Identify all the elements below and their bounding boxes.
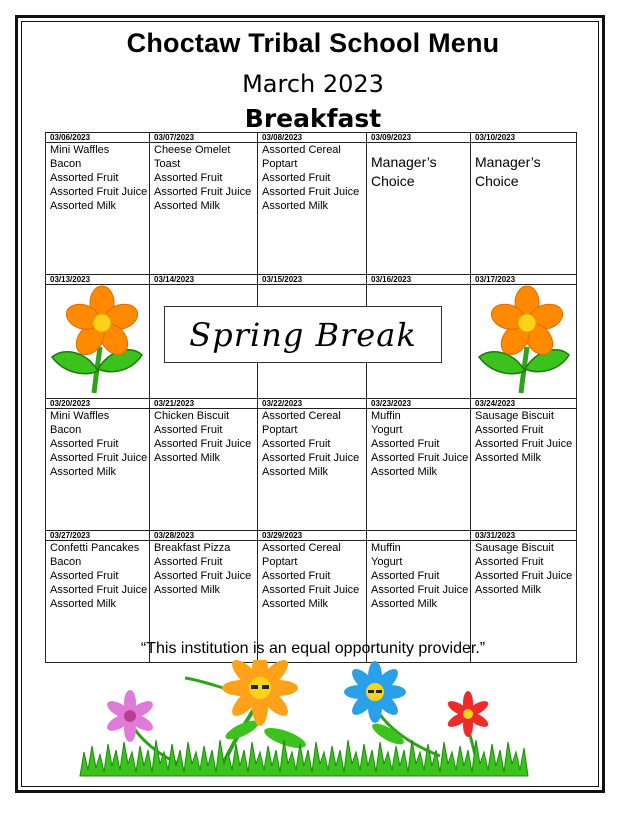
menu-item: Sausage Biscuit	[475, 410, 554, 422]
menu-item: Bacon	[50, 158, 82, 170]
day-menu	[46, 143, 150, 275]
day-menu	[150, 143, 258, 275]
date-cell: 03/20/2023	[46, 399, 150, 409]
menu-item: Assorted Fruit Juice	[371, 452, 469, 464]
date-cell: 03/16/2023	[367, 275, 471, 285]
menu-item: Assorted Fruit Juice	[50, 452, 148, 464]
menu-item: Toast	[154, 158, 181, 170]
day-menu	[150, 409, 258, 531]
date-cell: 03/22/2023	[258, 399, 367, 409]
menu-item: Assorted Cereal	[262, 410, 341, 422]
menu-item: Assorted Milk	[262, 200, 329, 212]
menu-item: Assorted Milk	[154, 584, 221, 596]
menu-item: Assorted Fruit	[371, 438, 440, 450]
flower-cell	[471, 285, 577, 399]
page-title: Choctaw Tribal School Menu	[126, 28, 500, 58]
flower-garden-illustration	[70, 660, 540, 778]
menu-item: Mini Waffles	[50, 144, 110, 156]
menu-item: Yogurt	[371, 556, 403, 568]
menu-item: Assorted Fruit	[50, 172, 119, 184]
date-cell: 03/23/2023	[367, 399, 471, 409]
day-menu	[471, 143, 577, 275]
date-cell: 03/07/2023	[150, 133, 258, 143]
menu-item: Assorted Fruit Juice	[50, 186, 148, 198]
menu-item: Assorted Milk	[262, 466, 329, 478]
spring-break-banner: Spring Break	[164, 306, 442, 363]
menu-item: Mini Waffles	[50, 410, 110, 422]
date-cell: 03/14/2023	[150, 275, 258, 285]
week-1-menu	[46, 143, 577, 275]
menu-item: Assorted Milk	[154, 200, 221, 212]
menu-item: Choice	[475, 173, 519, 189]
flower-icon	[46, 285, 150, 398]
menu-item: Bacon	[50, 556, 82, 568]
menu-item: Assorted Fruit Juice	[262, 584, 360, 596]
date-cell: 03/17/2023	[471, 275, 577, 285]
menu-item: Assorted Fruit Juice	[154, 186, 252, 198]
menu-item: Assorted Milk	[50, 200, 117, 212]
menu-item: Assorted Fruit	[475, 556, 544, 568]
menu-item: Assorted Fruit	[475, 424, 544, 436]
menu-item: Assorted Milk	[475, 452, 542, 464]
flower-icon	[471, 285, 577, 398]
menu-item: Assorted Cereal	[262, 144, 341, 156]
menu-item: Assorted Milk	[154, 452, 221, 464]
day-menu	[258, 143, 367, 275]
day-menu	[471, 409, 577, 531]
week-2-dates	[46, 275, 577, 285]
menu-item: Assorted Fruit Juice	[475, 570, 573, 582]
menu-item: Muffin	[371, 542, 401, 554]
menu-item: Yogurt	[371, 424, 403, 436]
date-cell: 03/08/2023	[258, 133, 367, 143]
menu-item: Assorted Fruit Juice	[262, 186, 360, 198]
week-4-dates	[46, 531, 577, 541]
flower-cell	[46, 285, 150, 399]
date-cell: 03/29/2023	[258, 531, 367, 541]
day-menu	[367, 143, 471, 275]
date-cell: 03/31/2023	[471, 531, 577, 541]
day-menu	[367, 409, 471, 531]
menu-item: Assorted Fruit Juice	[154, 438, 252, 450]
menu-item: Manager’s	[475, 154, 541, 170]
menu-item: Assorted Milk	[50, 466, 117, 478]
menu-item: Assorted Fruit	[154, 172, 223, 184]
menu-item: Sausage Biscuit	[475, 542, 554, 554]
menu-item: Muffin	[371, 410, 401, 422]
menu-item: Assorted Fruit	[262, 570, 331, 582]
day-menu	[258, 409, 367, 531]
menu-item: Assorted Milk	[475, 584, 542, 596]
menu-item: Assorted Fruit	[50, 438, 119, 450]
date-cell: 03/13/2023	[46, 275, 150, 285]
menu-item: Assorted Milk	[262, 598, 329, 610]
date-cell: 03/06/2023	[46, 133, 150, 143]
date-cell: 03/21/2023	[150, 399, 258, 409]
meal-heading: Breakfast	[244, 104, 382, 133]
menu-item: Assorted Fruit Juice	[50, 584, 148, 596]
date-cell: 03/28/2023	[150, 531, 258, 541]
menu-item: Assorted Fruit Juice	[154, 570, 252, 582]
menu-item: Assorted Milk	[371, 598, 438, 610]
menu-item: Confetti Pancakes	[50, 542, 140, 554]
date-cell	[367, 531, 471, 541]
date-cell: 03/24/2023	[471, 399, 577, 409]
date-cell: 03/10/2023	[471, 133, 577, 143]
day-menu	[46, 409, 150, 531]
equal-opportunity-statement: “This institution is an equal opportunity provider.”	[140, 640, 486, 657]
menu-item: Assorted Fruit Juice	[371, 584, 469, 596]
menu-item: Chicken Biscuit	[154, 410, 230, 422]
menu-item: Assorted Fruit	[154, 424, 223, 436]
date-cell: 03/27/2023	[46, 531, 150, 541]
menu-item: Assorted Fruit	[262, 172, 331, 184]
week-1-dates	[46, 133, 577, 143]
menu-item: Assorted Cereal	[262, 542, 341, 554]
date-cell: 03/09/2023	[367, 133, 471, 143]
menu-item: Poptart	[262, 158, 298, 170]
menu-item: Assorted Fruit	[154, 556, 223, 568]
menu-item: Assorted Fruit Juice	[475, 438, 573, 450]
menu-item: Choice	[371, 173, 415, 189]
menu-item: Manager’s	[371, 154, 437, 170]
menu-item: Assorted Fruit	[262, 438, 331, 450]
menu-item: Assorted Milk	[50, 598, 117, 610]
menu-item: Assorted Fruit	[50, 570, 119, 582]
menu-item: Assorted Fruit Juice	[262, 452, 360, 464]
menu-item: Cheese Omelet	[154, 144, 231, 156]
week-3-dates	[46, 399, 577, 409]
menu-month: March 2023	[242, 70, 384, 98]
menu-item: Poptart	[262, 424, 298, 436]
menu-item: Poptart	[262, 556, 298, 568]
week-3-menu	[46, 409, 577, 531]
menu-calendar	[45, 132, 577, 663]
menu-item: Assorted Fruit	[371, 570, 440, 582]
date-cell: 03/15/2023	[258, 275, 367, 285]
menu-item: Breakfast Pizza	[154, 542, 231, 554]
menu-item: Assorted Milk	[371, 466, 438, 478]
menu-item: Bacon	[50, 424, 82, 436]
